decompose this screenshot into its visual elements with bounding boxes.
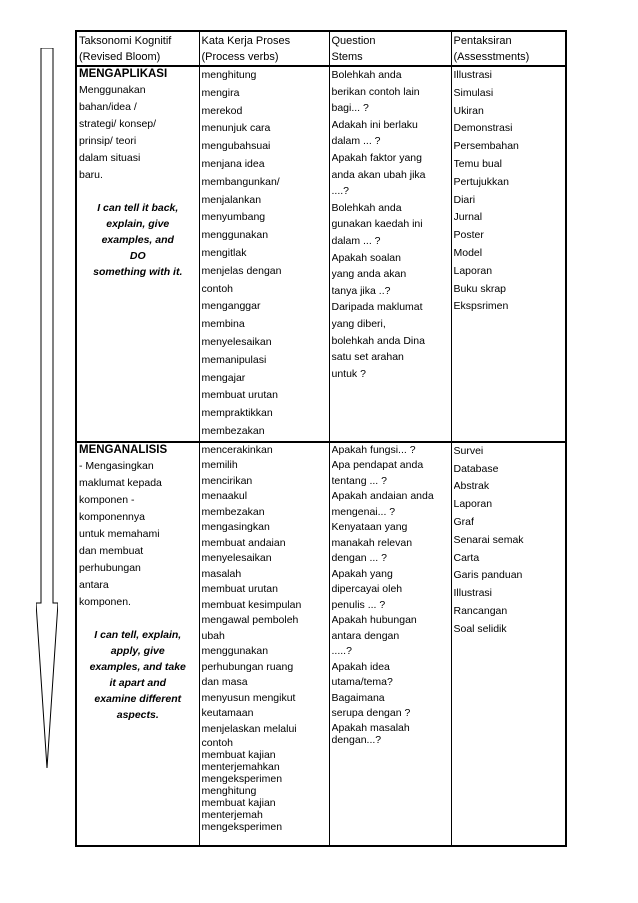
cell-text-line: mengenai... ? — [331, 505, 396, 518]
cell-text-line: perhubungan ruang — [201, 660, 294, 673]
cell-text-line: mencirikan — [201, 474, 253, 487]
cell-text-line: menterjemahkan — [201, 761, 280, 774]
cell-text-line: aspects. — [116, 708, 159, 721]
cell-text-line: bagi... ? — [331, 102, 369, 115]
cell-text-line: Persembahan — [453, 140, 519, 153]
cell-text-line: penulis ... ? — [331, 598, 386, 611]
cell-text-line: Model — [453, 246, 483, 259]
cell-text-line: Buku skrap — [453, 282, 507, 295]
cell-text-line: yang diberi, — [331, 317, 386, 330]
cell-text-line: Laporan — [453, 264, 493, 277]
cell-text-line: Menggunakan — [79, 84, 146, 96]
cell-text-line: Illustrasi — [453, 69, 493, 81]
cell-text-line: membuat kajian — [201, 797, 276, 810]
cell-text-line: membuat kajian — [201, 749, 276, 762]
cell-text-line: keutamaan — [201, 707, 254, 720]
question-stems-cell — [329, 66, 451, 442]
cell-text-line: komponen - — [79, 493, 135, 506]
cell-text-line: menyusun mengikut — [201, 691, 296, 704]
cell-text-line: Apakah hubungan — [331, 614, 417, 627]
cell-text-line: membangunkan/ — [201, 175, 280, 188]
cell-text-line: bolehkah anda Dina — [331, 334, 425, 347]
process-verbs-cell — [199, 442, 329, 846]
cell-text-line: ....? — [331, 185, 350, 198]
cell-text-line: Apakah idea — [331, 660, 390, 673]
process-verbs-cell — [199, 66, 329, 442]
cell-text-line: menyumbang — [201, 211, 266, 224]
cell-text-line: dan membuat — [79, 544, 144, 557]
cell-text-line: Adakah ini berlaku — [331, 118, 418, 131]
cell-text-line: Soal selidik — [453, 622, 507, 635]
level-quote — [79, 200, 199, 280]
bloom-taxonomy-table — [75, 30, 567, 847]
cell-text-line: Bagaimana — [331, 691, 385, 704]
cell-text-line: it apart and — [109, 676, 167, 689]
cell-text-line: Poster — [453, 229, 484, 242]
cell-text-line: menjelas dengan — [201, 264, 282, 277]
cell-text-line: mengubahsuai — [201, 140, 271, 153]
cell-text-line: menjalankan — [201, 193, 262, 206]
cell-text-line: masalah — [201, 567, 242, 580]
cell-text-line: membina — [201, 318, 245, 331]
header-question-stems: Question Stems — [329, 31, 451, 66]
level-title: MENGAPLIKASI — [79, 68, 168, 80]
cell-text-line: tentang ... ? — [331, 474, 387, 487]
cell-text-line: DO — [129, 250, 146, 262]
cell-text-line: membuat andaian — [201, 536, 286, 549]
cell-text-line: Temu bual — [453, 157, 502, 170]
cell-text-line: maklumat kepada — [79, 476, 162, 489]
level-quote — [79, 627, 199, 723]
cell-text-line: yang anda akan — [331, 268, 407, 281]
cell-text-line: Bolehkah anda — [331, 201, 402, 214]
cell-text-line: Apakah andaian anda — [331, 490, 434, 503]
cell-text-line: satu set arahan — [331, 351, 404, 364]
cell-text-line: Jurnal — [453, 211, 483, 224]
cell-text-line: mengira — [201, 86, 240, 99]
cell-text-line: komponennya — [79, 510, 145, 523]
cell-text-line: Database — [453, 462, 499, 475]
cell-text-line: strategi/ konsep/ — [79, 118, 157, 130]
cell-text-line: mengeksperimen — [201, 773, 283, 786]
cell-text-line: Apakah masalah — [331, 721, 410, 734]
cell-text-line: I can tell, explain, — [94, 628, 182, 641]
cell-text-line: Illustrasi — [453, 587, 493, 600]
cell-text-line: Apakah faktor yang — [331, 151, 422, 164]
cell-text-line: merekod — [201, 104, 243, 117]
assessments-cell — [451, 66, 566, 442]
cell-text-line: ubah — [201, 629, 225, 642]
cell-text-line: membuat urutan — [201, 389, 278, 402]
cell-text-line: anda akan ubah jika — [331, 168, 426, 181]
cell-text-line: untuk memahami — [79, 527, 160, 540]
cell-text-line: Demonstrasi — [453, 122, 513, 135]
cell-text-line: membezakan — [201, 424, 265, 437]
level-cell — [76, 66, 199, 442]
cell-text-line: Apakah fungsi... ? — [331, 443, 416, 456]
cell-text-line: Kenyataan yang — [331, 521, 408, 534]
cell-text-line: examples, and take — [89, 660, 186, 673]
cell-text-line: berikan contoh lain — [331, 85, 420, 98]
cell-text-line: Abstrak — [453, 480, 490, 493]
assessments-cell — [451, 442, 566, 846]
cell-text-line: dalam situasi — [79, 152, 141, 164]
cell-text-line: Bolehkah anda — [331, 69, 402, 81]
cell-text-line: Carta — [453, 551, 480, 564]
level-title: MENGANALISIS — [79, 443, 168, 456]
cell-text-line: explain, give — [106, 218, 170, 230]
cell-text-line: membuat kesimpulan — [201, 598, 302, 611]
downward-arrow-icon — [36, 48, 58, 768]
cell-text-line: Simulasi — [453, 86, 494, 99]
cell-text-line: mencerakinkan — [201, 443, 273, 456]
cell-text-line: contoh — [201, 282, 234, 295]
cell-text-line: membezakan — [201, 505, 265, 518]
cell-text-line: gunakan kaedah ini — [331, 218, 423, 231]
cell-text-line: menterjemah — [201, 809, 263, 822]
cell-text-line: Diari — [453, 193, 476, 206]
cell-text-line: Ekspsrimen — [453, 300, 509, 313]
cell-text-line: komponen. — [79, 595, 131, 608]
cell-text-line: utama/tema? — [331, 676, 393, 689]
cell-text-line: Senarai semak — [453, 533, 524, 546]
cell-text-line: menjana idea — [201, 157, 265, 170]
cell-text-line: - Mengasingkan — [79, 459, 154, 472]
cell-text-line: antara dengan — [331, 629, 400, 642]
cell-text-line: Rancangan — [453, 604, 508, 617]
cell-text-line: menghitung — [201, 785, 257, 798]
cell-text-line: menunjuk cara — [201, 122, 271, 135]
cell-text-line: membuat urutan — [201, 583, 278, 596]
cell-text-line: .....? — [331, 645, 352, 658]
cell-text-line: serupa dengan ? — [331, 707, 411, 720]
cell-text-line: menyelesaikan — [201, 335, 272, 348]
cell-text-line: Laporan — [453, 498, 493, 511]
cell-text-line: memanipulasi — [201, 353, 267, 366]
cell-text-line: dipercayai oleh — [331, 583, 403, 596]
cell-text-line: menghitung — [201, 69, 257, 81]
cell-text-line: contoh — [201, 737, 234, 750]
cell-text-line: menyelesaikan — [201, 552, 272, 565]
cell-text-line: dengan...? — [331, 733, 382, 746]
header-taxonomy: Taksonomi Kognitif (Revised Bloom) — [76, 31, 199, 66]
cell-text-line: menggunakan — [201, 229, 269, 242]
table-row — [76, 66, 566, 442]
cell-text-line: mengeksperimen — [201, 821, 283, 834]
table-row — [76, 442, 566, 846]
cell-text-line: examples, and — [101, 234, 174, 246]
cell-text-line: Apa pendapat anda — [331, 459, 424, 472]
cell-text-line: Graf — [453, 515, 474, 528]
cell-text-line: mempraktikkan — [201, 407, 273, 420]
header-assessments: Pentaksiran (Assesstments) — [451, 31, 566, 66]
question-stems-cell — [329, 442, 451, 846]
header-process-verbs: Kata Kerja Proses (Process verbs) — [199, 31, 329, 66]
cell-text-line: dengan ... ? — [331, 552, 387, 565]
level-cell — [76, 442, 199, 846]
cell-text-line: mengasingkan — [201, 521, 270, 534]
cell-text-line: mengitlak — [201, 246, 247, 259]
cell-text-line: Garis panduan — [453, 569, 523, 582]
cell-text-line: Pertujukkan — [453, 175, 509, 188]
cell-text-line: I can tell it back, — [97, 202, 179, 214]
cell-text-line: manakah relevan — [331, 536, 413, 549]
level-description — [79, 82, 199, 184]
cell-text-line: memilih — [201, 459, 238, 472]
cell-text-line: untuk ? — [331, 367, 366, 380]
cell-text-line: dalam ... ? — [331, 234, 381, 247]
cell-text-line: tanya jika ..? — [331, 284, 391, 297]
cell-text-line: menganggar — [201, 300, 261, 313]
cell-text-line: perhubungan — [79, 561, 141, 574]
cell-text-line: dalam ... ? — [331, 135, 381, 148]
cell-text-line: something with it. — [93, 266, 183, 278]
level-description — [79, 458, 199, 611]
cell-text-line: mengajar — [201, 371, 246, 384]
cell-text-line: Apakah soalan — [331, 251, 401, 264]
cell-text-line: antara — [79, 578, 109, 591]
cell-text-line: menjelaskan melalui — [201, 722, 297, 735]
cell-text-line: Ukiran — [453, 104, 484, 117]
cell-text-line: examine different — [94, 692, 182, 705]
cell-text-line: dan masa — [201, 676, 248, 689]
header-row — [76, 31, 566, 66]
cell-text-line: mengawal pemboleh — [201, 614, 299, 627]
cell-text-line: prinsip/ teori — [79, 135, 137, 147]
cell-text-line: Survei — [453, 444, 484, 457]
cell-text-line: Daripada maklumat — [331, 301, 423, 314]
cell-text-line: bahan/idea / — [79, 101, 137, 113]
cell-text-line: apply, give — [110, 644, 165, 657]
cell-text-line: menaakul — [201, 490, 248, 503]
cell-text-line: Apakah yang — [331, 567, 393, 580]
cell-text-line: baru. — [79, 169, 103, 181]
cell-text-line: menggunakan — [201, 645, 269, 658]
